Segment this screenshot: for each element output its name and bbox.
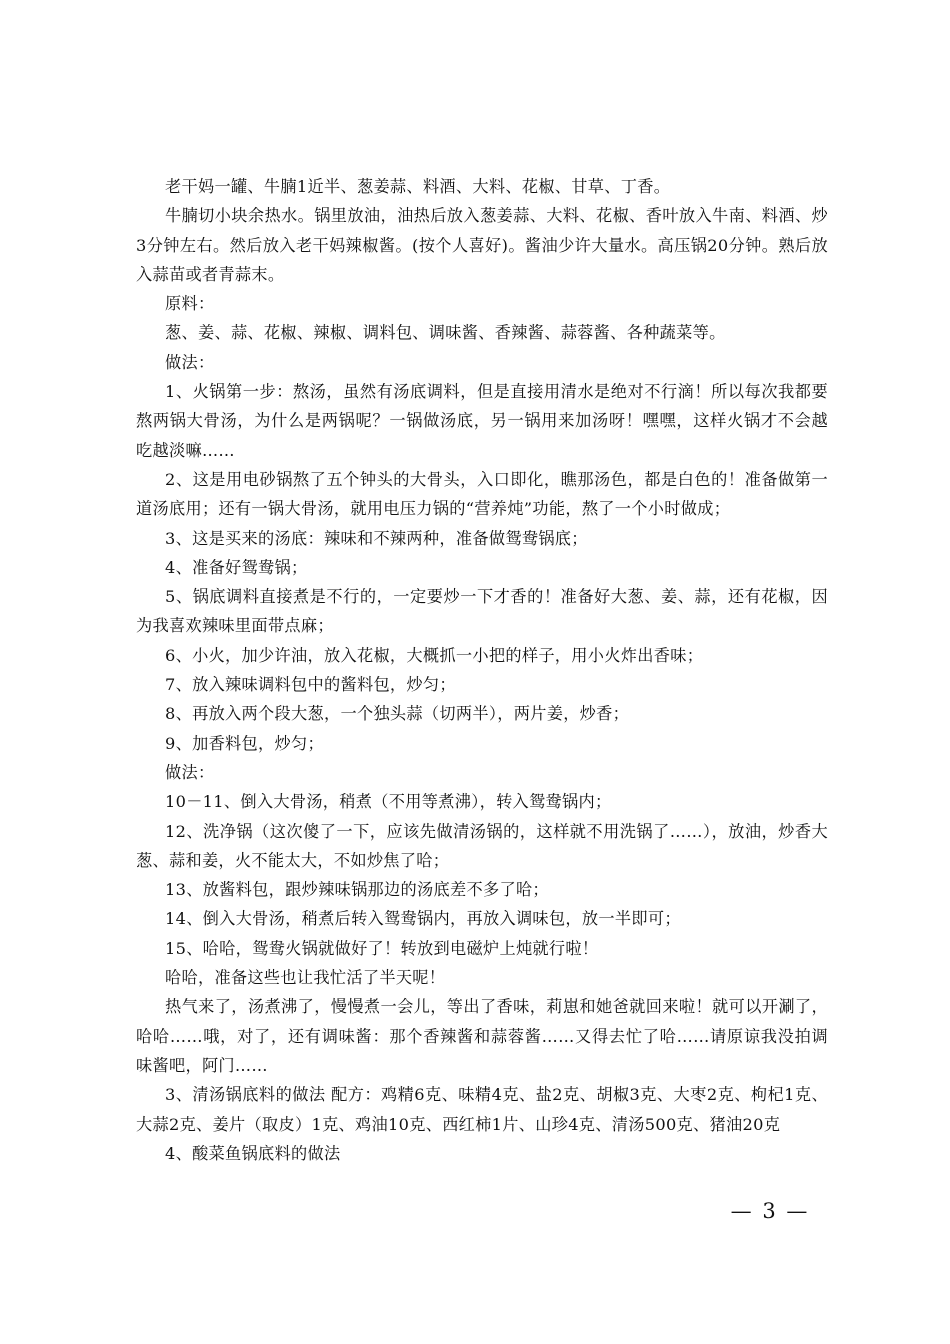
paragraph-clear-broth-recipe: 3、清汤锅底料的做法 配方：鸡精6克、味精4克、盐2克、胡椒3克、大枣2克、枸杞1克、大蒜2克、姜片（取皮）1克、鸡油10克、西红柿1片、山珍4克、清汤500克、猪油20克 [136, 1085, 828, 1134]
paragraph-pickled-fish-heading: 4、酸菜鱼锅底料的做法 [165, 1143, 341, 1163]
paragraph-step-13: 13、放酱料包，跟炒辣味锅那边的汤底差不多了哈； [165, 880, 549, 900]
paragraph-step-8: 8、再放入两个段大葱，一个独头蒜（切两半），两片姜，炒香； [165, 704, 630, 724]
paragraph-ingredients-beef: 老干妈一罐、牛腩1近半、葱姜蒜、料酒、大料、花椒、甘草、丁香。 [165, 177, 671, 196]
page-number: — 3 — [730, 1199, 810, 1223]
paragraph-materials-list: 葱、姜、蒜、花椒、辣椒、调料包、调味酱、香辣酱、蒜蓉酱、各种蔬菜等。 [165, 323, 726, 343]
paragraph-step-1: 1、火锅第一步：熬汤，虽然有汤底调料，但是直接用清水是绝对不行滴！所以每次我都要熬两锅大骨汤，为什么是两锅呢？一锅做汤底，另一锅用来加汤呀！嘿嘿，这样火锅才不会越吃越淡嘛…… [136, 382, 828, 460]
paragraph-materials-heading: 原料： [165, 294, 215, 314]
paragraph-step-9: 9、加香料包，炒匀； [165, 733, 324, 753]
paragraph-step-7: 7、放入辣味调料包中的酱料包，炒匀； [165, 675, 456, 695]
paragraph-step-10-11: 10－11、倒入大骨汤，稍煮（不用等煮沸），转入鸳鸯锅内； [165, 792, 612, 812]
paragraph-step-4: 4、准备好鸳鸯锅； [165, 557, 308, 577]
paragraph-method-heading-2: 做法： [165, 762, 215, 782]
body-text [136, 172, 828, 1168]
paragraph-method-heading: 做法： [165, 352, 215, 372]
paragraph-sauce-note: 热气来了，汤煮沸了，慢慢煮一会儿，等出了香味，莉崽和她爸就回来啦！就可以开涮了，哈哈……哦，对了，还有调味酱：那个香辣酱和蒜蓉酱……又得去忙了哈……请原谅我没拍调味酱吧，阿门…… [136, 997, 828, 1075]
paragraph-step-12: 12、洗净锅（这次傻了一下，应该先做清汤锅的，这样就不用洗锅了……），放油，炒香大葱、蒜和姜，火不能太大，不如炒焦了哈； [136, 821, 828, 870]
paragraph-step-2: 2、这是用电砂锅熬了五个钟头的大骨头，入口即化，瞧那汤色，都是白色的！准备做第一道汤底用；还有一锅大骨汤，就用电压力锅的“营养炖”功能，熬了一个小时做成； [136, 469, 828, 519]
paragraph-step-15: 15、哈哈，鸳鸯火锅就做好了！转放到电磁炉上炖就行啦！ [165, 938, 599, 958]
paragraph-step-6: 6、小火，加少许油，放入花椒，大概抓一小把的样子，用小火炸出香味； [165, 645, 704, 665]
paragraph-busy-note: 哈哈，准备这些也让我忙活了半天呢！ [165, 968, 446, 988]
paragraph-step-14: 14、倒入大骨汤，稍煮后转入鸳鸯锅内，再放入调味包，放一半即可； [165, 909, 681, 929]
paragraph-beef-method: 牛腩切小块余热水。锅里放油，油热后放入葱姜蒜、大料、花椒、香叶放入牛南、料酒、炒3分钟左右。然后放入老干妈辣椒酱。(按个人喜好)。酱油少许大量水。高压锅20分钟。熟后放入蒜苗或者青蒜末。 [136, 206, 828, 284]
paragraph-step-3: 3、这是买来的汤底：辣味和不辣两种，准备做鸳鸯锅底； [165, 528, 588, 548]
paragraph-step-5: 5、锅底调料直接煮是不行的，一定要炒一下才香的！准备好大葱、姜、蒜，还有花椒，因为我喜欢辣味里面带点麻； [136, 587, 828, 636]
